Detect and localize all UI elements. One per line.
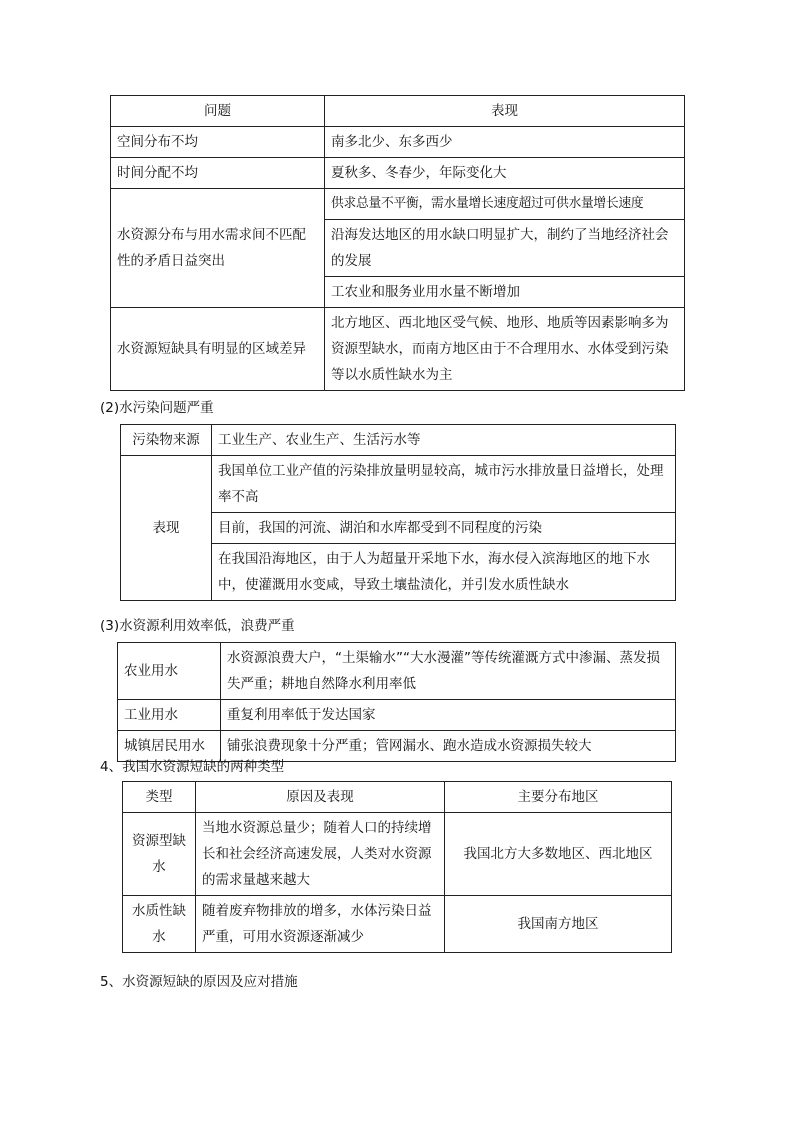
pollution-show-1: 我国单位工业产值的污染排放量明显较高，城市污水排放量日益增长，处理率不高	[212, 456, 676, 513]
heading-shortage-types: 4、我国水资源短缺的两种类型	[100, 759, 285, 775]
header-region: 主要分布地区	[445, 782, 672, 813]
region-resource: 我国北方大多数地区、西北地区	[445, 813, 672, 896]
heading-pollution: (2)水污染问题严重	[100, 400, 214, 416]
problem-mismatch: 水资源分布与用水需求间不匹配性的矛盾日益突出	[111, 189, 325, 308]
cause-quality: 随着废弃物排放的增多，水体污染日益严重，可用水资源逐渐减少	[196, 896, 445, 953]
pollution-source-label: 污染物来源	[121, 425, 212, 456]
pollution-show-label: 表现	[121, 456, 212, 601]
desc-regional: 北方地区、西北地区受气候、地形、地质等因素影响多为资源型缺水，而南方地区由于不合理用水、水体受到污染等以水质性缺水为主	[325, 308, 685, 391]
problem-spatial: 空间分布不均	[111, 127, 325, 158]
problem-temporal: 时间分配不均	[111, 158, 325, 189]
agri-water-value: 水资源浪费大户，“土渠输水”“大水漫灌”等传统灌溉方式中渗漏、蒸发损失严重；耕地自然降水利用率低	[221, 643, 676, 700]
urban-water-label: 城镇居民用水	[118, 731, 221, 762]
type-quality: 水质性缺水	[123, 896, 196, 953]
cause-resource: 当地水资源总量少；随着人口的持续增长和社会经济高速发展，人类对水资源的需求量越来越大	[196, 813, 445, 896]
region-quality: 我国南方地区	[445, 896, 672, 953]
shortage-types-table	[122, 781, 672, 953]
urban-water-value: 铺张浪费现象十分严重；管网漏水、跑水造成水资源损失较大	[221, 731, 676, 762]
industry-water-label: 工业用水	[118, 700, 221, 731]
water-problems-table	[110, 95, 685, 391]
pollution-table	[120, 424, 676, 601]
efficiency-table	[117, 642, 676, 762]
header-type: 类型	[123, 782, 196, 813]
desc-mismatch-2: 沿海发达地区的用水缺口明显扩大，制约了当地经济社会的发展	[325, 220, 685, 277]
desc-spatial: 南多北少、东多西少	[325, 127, 685, 158]
pollution-show-3: 在我国沿海地区，由于人为超量开采地下水，海水侵入滨海地区的地下水中，使灌溉用水变咸，导致土壤盐渍化，并引发水质性缺水	[212, 544, 676, 601]
desc-mismatch-1: 供求总量不平衡，需水量增长速度超过可供水量增长速度	[325, 189, 685, 220]
type-resource: 资源型缺水	[123, 813, 196, 896]
problem-regional: 水资源短缺具有明显的区域差异	[111, 308, 325, 391]
header-manifestation: 表现	[325, 96, 685, 127]
desc-mismatch-3: 工农业和服务业用水量不断增加	[325, 277, 685, 308]
heading-efficiency: (3)水资源利用效率低，浪费严重	[100, 618, 295, 634]
agri-water-label: 农业用水	[118, 643, 221, 700]
header-cause: 原因及表现	[196, 782, 445, 813]
industry-water-value: 重复利用率低于发达国家	[221, 700, 676, 731]
pollution-show-2: 目前，我国的河流、湖泊和水库都受到不同程度的污染	[212, 513, 676, 544]
desc-temporal: 夏秋多、冬春少，年际变化大	[325, 158, 685, 189]
pollution-source-value: 工业生产、农业生产、生活污水等	[212, 425, 676, 456]
header-problem: 问题	[111, 96, 325, 127]
heading-causes-measures: 5、水资源短缺的原因及应对措施	[100, 974, 298, 990]
